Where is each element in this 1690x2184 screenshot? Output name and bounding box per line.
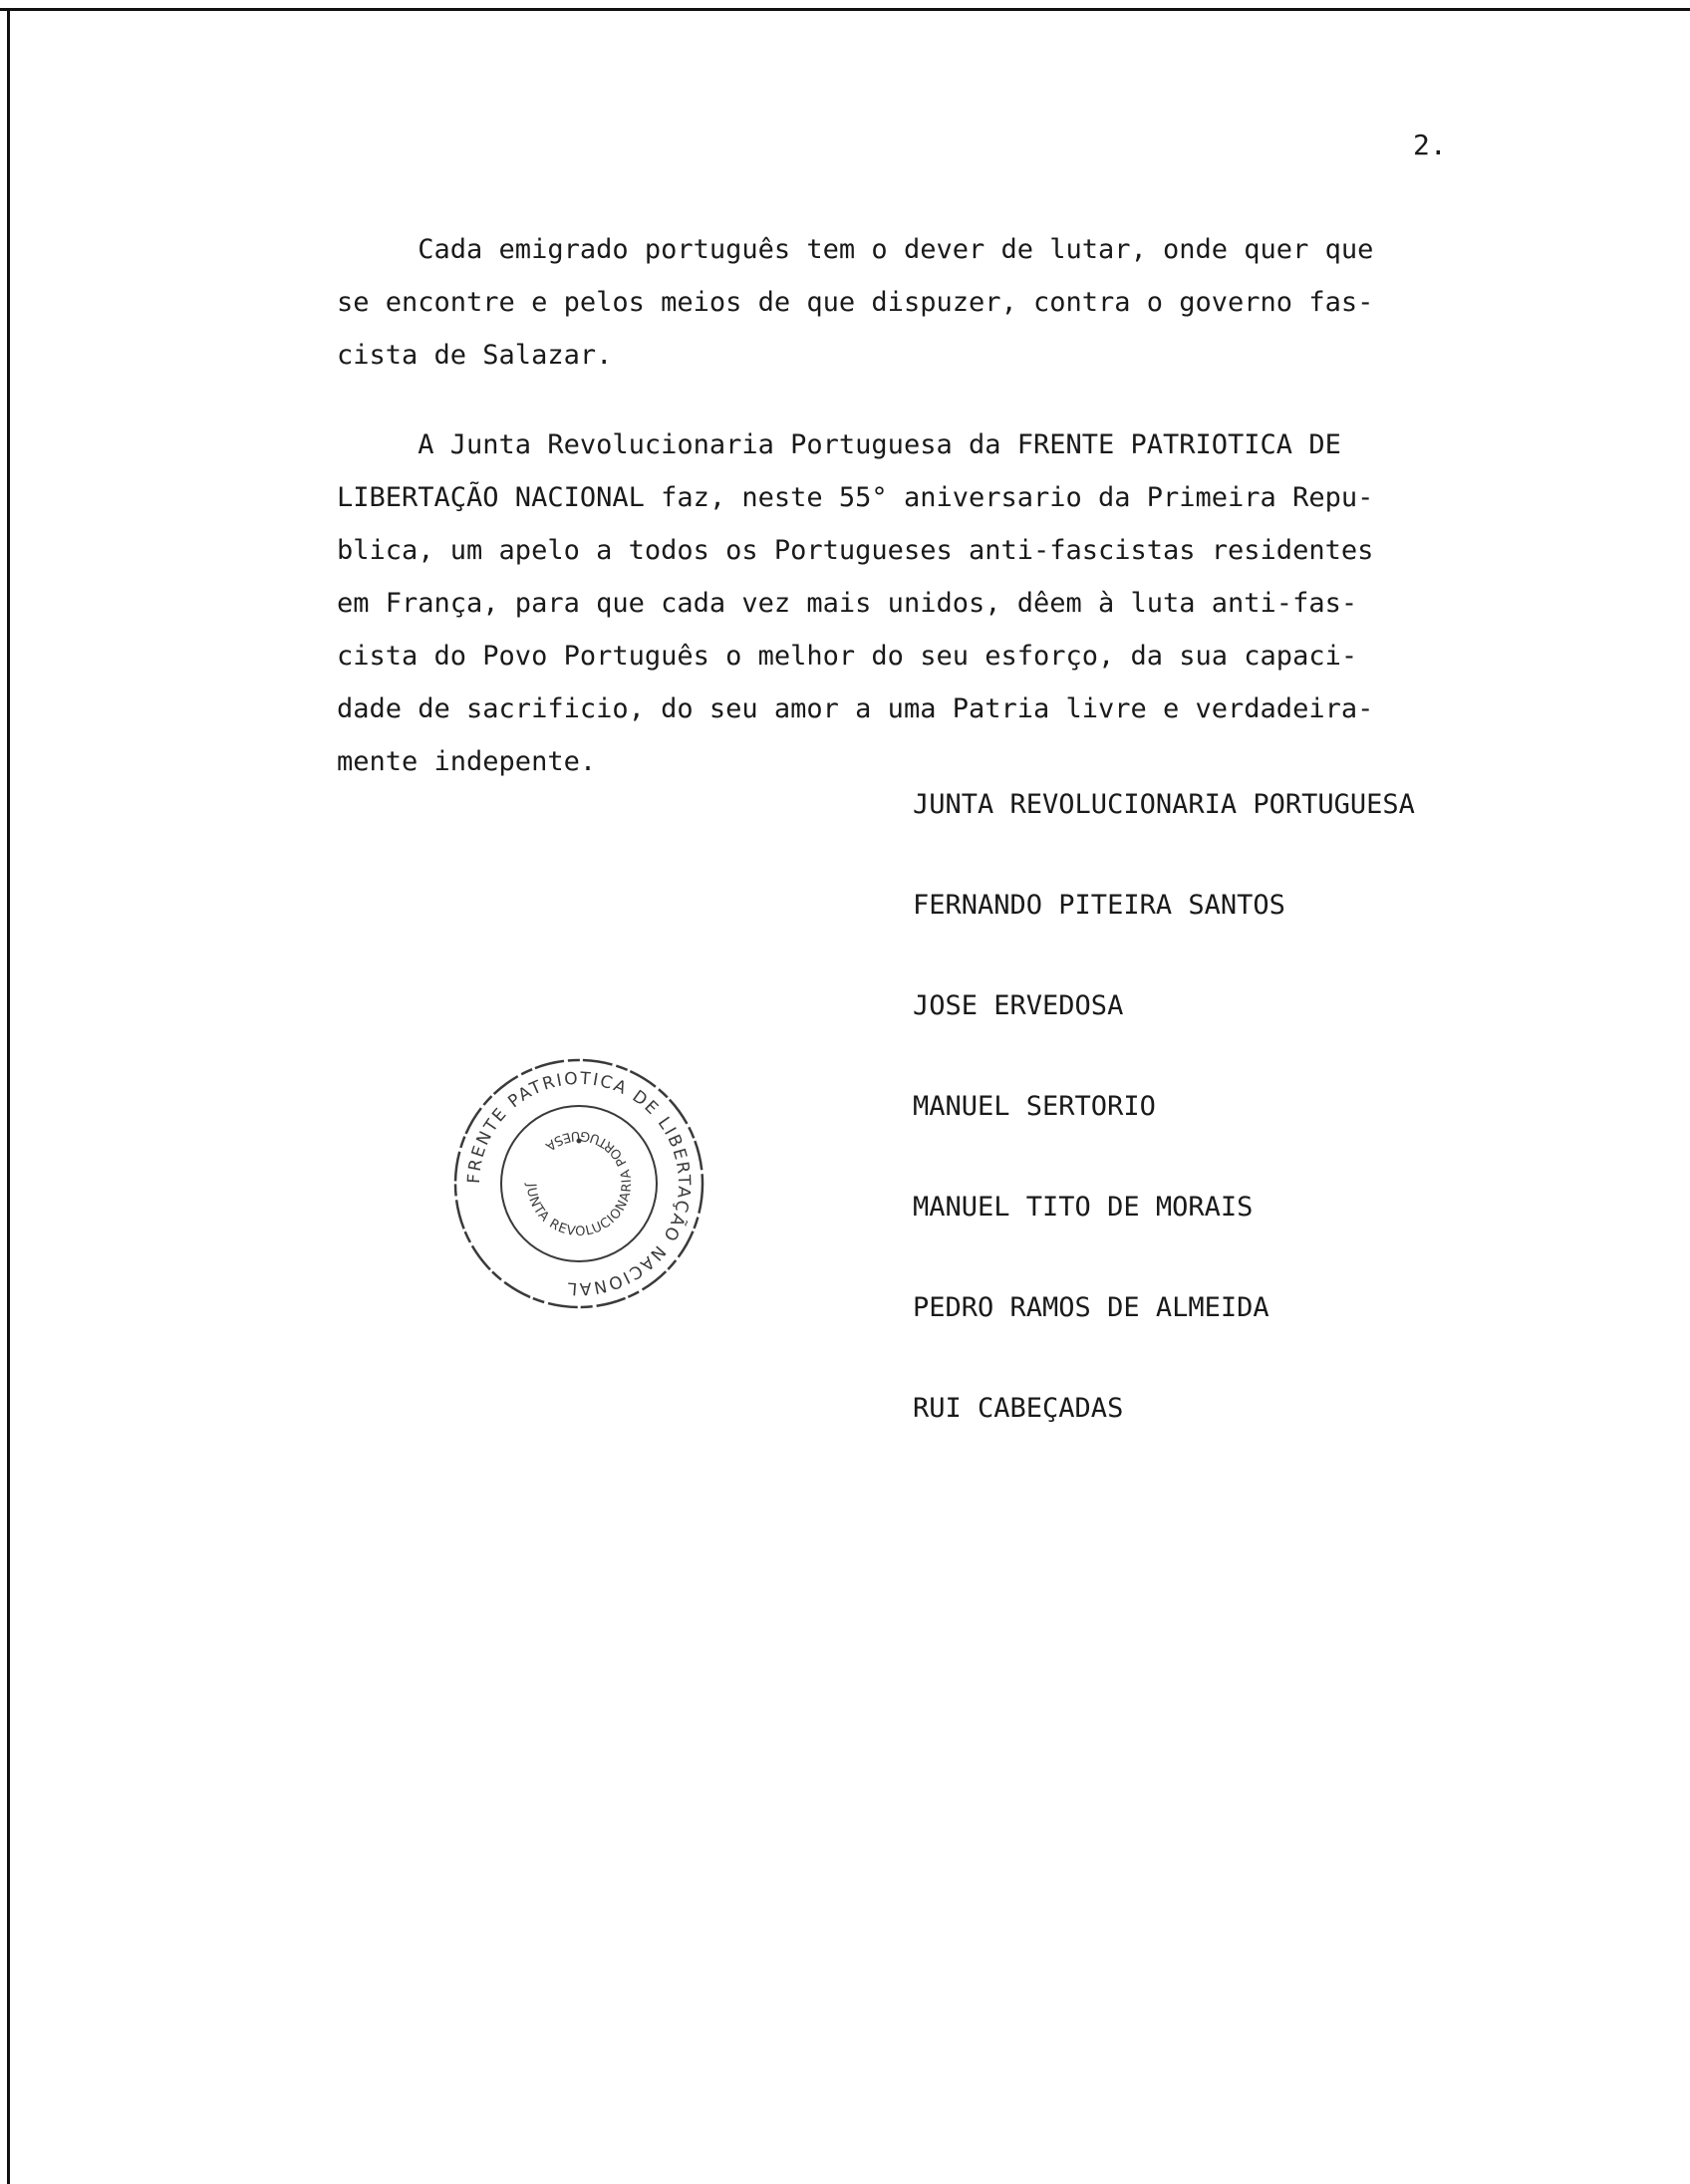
signatory-name: MANUEL SERTORIO — [913, 1091, 1156, 1122]
paragraph-line: cista de Salazar. — [337, 340, 613, 371]
scan-border-top — [0, 8, 1690, 11]
scan-border-left — [7, 8, 10, 2184]
paragraph-1 — [337, 223, 1503, 382]
paragraph-line: mente indepente. — [337, 746, 597, 777]
signatory-name: PEDRO RAMOS DE ALMEIDA — [913, 1292, 1269, 1323]
paragraph-line: dade de sacrificio, do seu amor a uma Patria livre e verdadeira- — [337, 693, 1374, 724]
signatory-name: RUI CABEÇADAS — [913, 1393, 1124, 1424]
signatory-organization: JUNTA REVOLUCIONARIA PORTUGUESA — [913, 789, 1415, 820]
paragraph-line: LIBERTAÇÃO NACIONAL faz, neste 55° aniversario da Primeira Repu- — [337, 482, 1374, 513]
signatory-name: FERNANDO PITEIRA SANTOS — [913, 890, 1285, 921]
paragraph-line: blica, um apelo a todos os Portugueses anti-fascistas residentes — [337, 535, 1374, 566]
stamp-inner-text: JUNTA REVOLUCIONARIA PORTUGUESA — [522, 1127, 636, 1240]
stamp-outer-ring — [455, 1060, 703, 1307]
paragraph-2 — [337, 418, 1503, 788]
paragraph-line: A Junta Revolucionaria Portuguesa da FRENTE PATRIOTICA DE — [337, 429, 1341, 460]
paragraph-line: em França, para que cada vez mais unidos, dêem à luta anti-fas- — [337, 588, 1358, 619]
paragraph-line: se encontre e pelos meios de que dispuzer, contra o governo fas- — [337, 287, 1374, 318]
stamp-outer-text: FRENTE PATRIOTICA DE LIBERTAÇÃO NACIONAL — [463, 1068, 695, 1299]
signatory-name: JOSE ERVEDOSA — [913, 990, 1124, 1021]
page-number: 2. — [1413, 129, 1447, 161]
signatories-block — [913, 787, 1511, 1492]
paragraph-line: Cada emigrado português tem o dever de lutar, onde quer que — [337, 234, 1374, 265]
signatory-name: MANUEL TITO DE MORAIS — [913, 1192, 1254, 1223]
paragraph-line: cista do Povo Português o melhor do seu esforço, da sua capaci- — [337, 641, 1358, 672]
official-seal-stamp — [446, 1051, 711, 1316]
